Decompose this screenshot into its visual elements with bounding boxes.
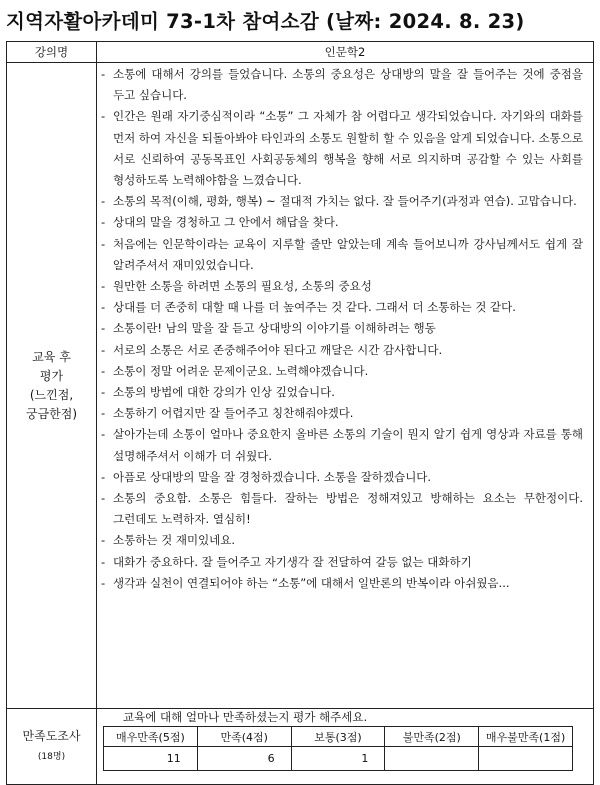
evaluation-row — [7, 63, 594, 709]
rating-column-header: 매우만족(5점) — [104, 727, 198, 747]
comment-item: - 인간은 원래 자기중심적이라 “소통” 그 자체가 참 어렵다고 생각되었습니다. 자기와의 대화를 먼저 하여 자신을 되돌아봐야 타인과의 소통도 원할히 할 수 있음을 알게 되었습니다. 소통으로 서로 신뢰하여 공동목표인 사회공동체의 행복을 향해 서로 의지하며 공감할 수 있는 사회를 형성하도록 노력해야함을 느꼈습니다. — [101, 109, 583, 188]
survey-table — [6, 41, 594, 785]
rating-table — [103, 726, 573, 771]
comment-text: 서로의 소통은 서로 존중해주어야 된다고 깨달은 시간 감사합니다. — [113, 342, 443, 357]
rating-value: 1 — [291, 747, 385, 771]
comment-item: - 아픔로 상대방의 말을 잘 경청하겠습니다. 소통을 잘하겠습니다. — [101, 469, 432, 484]
comment-text: 소통의 중요함. 소통은 힘들다. 잘하는 방법은 정해져있고 방해하는 요소는 무한정이다. 그런데도 노력하자. 열심히! — [113, 491, 583, 527]
comment-item: - 소통의 방법에 대한 강의가 인상 깊었습니다. — [101, 385, 335, 400]
rating-column-header: 매우불만족(1점) — [479, 727, 573, 747]
comment-text: 원만한 소통을 하려면 소통의 필요성, 소통의 중요성 — [113, 279, 372, 294]
comment-item: - 생각과 실천이 연결되어야 하는 “소통”에 대해서 일반론의 반복이라 아쉬웠음... — [101, 575, 510, 590]
comment-item: - 소통하는 것 재미있네요. — [101, 533, 236, 548]
header-lecture-name: 강의명 — [7, 42, 97, 63]
rating-value — [479, 747, 573, 771]
rating-value: 11 — [104, 747, 198, 771]
comment-text: 소통하기 어렵지만 잘 들어주고 칭찬해줘야겠다. — [113, 406, 354, 421]
comment-item: - 상대를 더 존중히 대할 때 나를 더 높여주는 것 같다. 그래서 더 소통하는 것 같다. — [101, 300, 516, 315]
respondent-count: (18명) — [37, 751, 66, 762]
comment-text: 인간은 원래 자기중심적이라 “소통” 그 자체가 참 어렵다고 생각되었습니다. 자기와의 대화를 먼저 하여 자신을 되돌아봐야 타인과의 소통도 원할히 할 수 있음을 알게 되었습니다. 소통으로 서로 신뢰하여 공동목표인 사회공동체의 행복을 향해 서로 의지하며 공감할 수 있는 사회를 형성하도록 노력해야함을 느꼈습니다. — [113, 109, 583, 188]
rating-column-header: 만족(4점) — [197, 727, 291, 747]
evaluation-label-line: (느낀점, — [29, 387, 74, 402]
comment-item: - 살아가는데 소통이 얼마나 중요한지 올바른 소통의 기술이 뭔지 알기 쉽게 영상과 자료를 통해 설명해주셔서 이해가 더 쉬웠다. — [101, 427, 583, 463]
comment-text: 상대를 더 존중히 대할 때 나를 더 높여주는 것 같다. 그래서 더 소통하는 것 같다. — [113, 300, 516, 315]
comment-text: 대화가 중요하다. 잘 들어주고 자기생각 잘 전달하여 갈등 없는 대화하기 — [113, 554, 472, 569]
comment-text: 처음에는 인문학이라는 교육이 지루할 줄만 알았는데 계속 들어보니까 강사님께서도 쉽게 잘 알려주셔서 재미있었습니다. — [113, 236, 583, 272]
comment-item: - 소통에 대해서 강의를 들었습니다. 소통의 중요성은 상대방의 말을 잘 들어주는 것에 중점을 두고 싶습니다. — [101, 67, 583, 103]
comment-text: 소통의 방법에 대한 강의가 인상 깊었습니다. — [113, 385, 335, 400]
rating-value — [385, 747, 479, 771]
satisfaction-prompt: 교육에 대해 얼마나 만족하셨는지 평가 해주세요. — [123, 710, 368, 724]
comment-item: - 상대의 말을 경청하고 그 안에서 해답을 찾다. — [101, 215, 339, 230]
comment-item: - 소통의 목적(이해, 평화, 행복) ~ 절대적 가치는 없다. 잘 들어주기(과정과 연습). 고맙습니다. — [101, 194, 577, 209]
comment-text: 상대의 말을 경청하고 그 안에서 해답을 찾다. — [113, 215, 339, 230]
comment-item: - 서로의 소통은 서로 존중해주어야 된다고 깨달은 시간 감사합니다. — [101, 342, 443, 357]
comment-text: 소통하는 것 재미있네요. — [113, 533, 236, 548]
comment-text: 소통이란! 남의 말을 잘 듣고 상대방의 이야기를 이해하려는 행동 — [113, 321, 436, 336]
rating-column-header: 불만족(2점) — [385, 727, 479, 747]
comment-text: 소통의 목적(이해, 평화, 행복) ~ 절대적 가치는 없다. 잘 들어주기(과정과 연습). 고맙습니다. — [113, 194, 577, 209]
comment-text: 소통에 대해서 강의를 들었습니다. 소통의 중요성은 상대방의 말을 잘 들어주는 것에 중점을 두고 싶습니다. — [113, 67, 583, 103]
comment-text: 생각과 실천이 연결되어야 하는 “소통”에 대해서 일반론의 반복이라 아쉬웠음... — [113, 575, 510, 590]
comment-item: - 소통의 중요함. 소통은 힘들다. 잘하는 방법은 정해져있고 방해하는 요소는 무한정이다. 그런데도 노력하자. 열심히! — [101, 491, 583, 527]
evaluation-label — [7, 63, 97, 709]
rating-header-row — [104, 727, 573, 747]
evaluation-label-line: 궁금한점) — [25, 406, 78, 421]
rating-value: 6 — [197, 747, 291, 771]
comment-item: - 처음에는 인문학이라는 교육이 지루할 줄만 알았는데 계속 들어보니까 강사님께서도 쉽게 잘 알려주셔서 재미있었습니다. — [101, 236, 583, 272]
comment-text: 살아가는데 소통이 얼마나 중요한지 올바른 소통의 기술이 뭔지 알기 쉽게 영상과 자료를 통해 설명해주셔서 이해가 더 쉬웠다. — [113, 427, 583, 463]
comment-item: - 소통이 정말 어려운 문제이군요. 노력해야겠습니다. — [101, 363, 369, 378]
satisfaction-title: 만족도조사 — [22, 728, 81, 743]
comment-item: - 소통이란! 남의 말을 잘 듣고 상대방의 이야기를 이해하려는 행동 — [101, 321, 436, 336]
satisfaction-content — [97, 709, 594, 785]
satisfaction-row — [7, 709, 594, 785]
evaluation-content — [97, 63, 594, 709]
rating-column-header: 보통(3점) — [291, 727, 385, 747]
comment-item: - 원만한 소통을 하려면 소통의 필요성, 소통의 중요성 — [101, 279, 372, 294]
comment-item: - 대화가 중요하다. 잘 들어주고 자기생각 잘 전달하여 갈등 없는 대화하기 — [101, 554, 472, 569]
comment-item: - 소통하기 어렵지만 잘 들어주고 칭찬해줘야겠다. — [101, 406, 354, 421]
table-header-row — [7, 42, 594, 63]
rating-values-row — [104, 747, 573, 771]
header-lecture-title: 인문학2 — [97, 42, 594, 63]
satisfaction-label — [7, 709, 97, 785]
evaluation-label-line: 평가 — [39, 368, 64, 383]
comment-text: 아픔로 상대방의 말을 잘 경청하겠습니다. 소통을 잘하겠습니다. — [113, 469, 432, 484]
document-title: 지역자활아카데미 73-1차 참여소감 (날짜: 2024. 8. 23) — [6, 10, 525, 33]
evaluation-label-line: 교육 후 — [32, 349, 71, 364]
comment-text: 소통이 정말 어려운 문제이군요. 노력해야겠습니다. — [113, 363, 369, 378]
